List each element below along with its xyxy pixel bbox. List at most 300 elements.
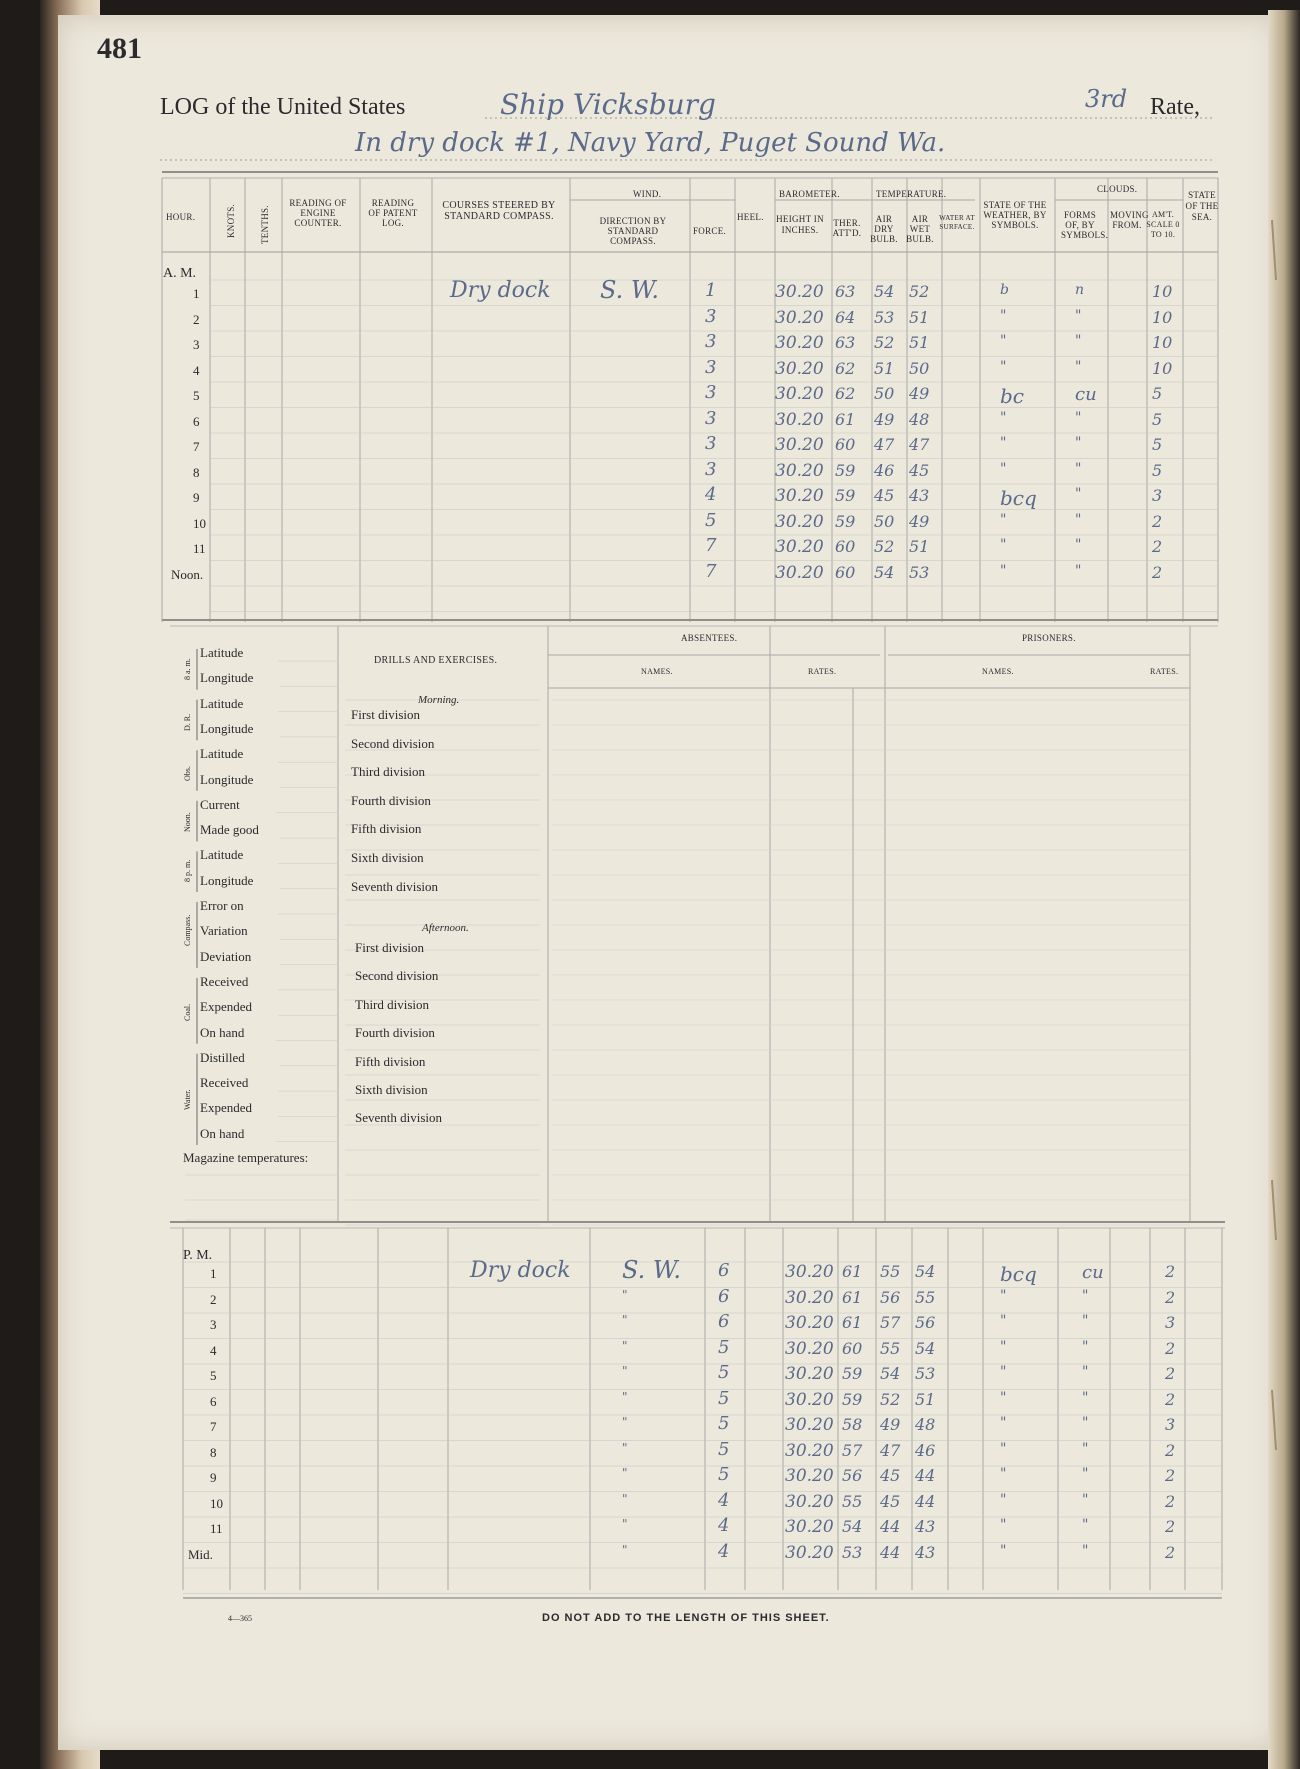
absentees-names-header: NAMES. [641,667,673,676]
drill-division-afternoon: First division [355,940,424,955]
nav-label: On hand [200,1125,245,1141]
barometer-height: 30.20 [775,511,824,532]
ship-name: Ship Vicksburg [500,88,716,121]
air-wet-bulb: 53 [915,1364,936,1383]
barometer-ther-attd: 61 [842,1287,863,1307]
weather-symbols: " [1000,333,1007,349]
drill-division-afternoon: Second division [355,968,439,984]
rule-line [1272,220,1276,280]
col-air-wet: AIR WET BULB. [906,214,934,244]
weather-symbols: " [1000,1389,1007,1406]
group-label: 8 p. m. [183,860,192,883]
wind-force: 3 [705,305,717,327]
weather-symbols: " [1000,1517,1007,1533]
cloud-forms: " [1082,1542,1089,1559]
air-dry-bulb: 45 [874,486,895,505]
air-dry-bulb: 50 [874,384,895,403]
col-clouds: CLOUDS. [1097,184,1138,194]
cloud-amount: 5 [1152,384,1163,403]
barometer-height: 30.20 [775,307,824,328]
weather-symbols: bc [1000,384,1025,408]
wind-force: 6 [718,1285,730,1307]
cloud-amount: 5 [1152,435,1163,454]
cloud-amount: 2 [1165,1338,1176,1358]
cloud-amount: 2 [1152,562,1163,582]
row-hour: Noon. [171,566,204,582]
weather-symbols: " [1000,562,1007,579]
barometer-ther-attd: 64 [835,307,856,327]
cloud-amount: 2 [1152,511,1163,531]
row-hour: 2 [193,311,200,327]
col-knots: KNOTS. [226,203,236,238]
wind-force: 3 [705,407,717,429]
nav-label: Longitude [200,720,254,736]
cloud-forms: " [1075,409,1082,426]
barometer-ther-attd: 59 [842,1364,863,1383]
course-steered: Dry dock [470,1258,571,1283]
weather-symbols: " [1000,409,1007,426]
col-courses: COURSES STEERED BY STANDARD COMPASS. [442,200,556,222]
air-dry-bulb: 49 [880,1415,901,1434]
row-hour: 1 [210,1266,217,1281]
barometer-height: 30.20 [785,1287,834,1308]
wind-direction: " [622,1313,628,1327]
cloud-forms: " [1082,1389,1089,1406]
drill-division-afternoon: Sixth division [355,1082,428,1097]
group-label: D. R. [183,713,192,731]
air-dry-bulb: 47 [874,435,895,454]
cloud-forms: n [1075,282,1085,298]
wind-direction: S. W. [622,1256,681,1284]
drill-division-afternoon: Fifth division [355,1053,426,1069]
wind-force: 5 [718,1413,730,1434]
air-wet-bulb: 51 [915,1389,936,1409]
barometer-height: 30.20 [785,1364,834,1384]
row-hour: 4 [210,1342,217,1358]
air-dry-bulb: 55 [880,1338,901,1358]
barometer-ther-attd: 60 [835,562,856,582]
row-hour: 2 [210,1291,217,1307]
air-dry-bulb: 49 [874,409,895,429]
wind-force: 1 [705,280,717,301]
cloud-amount: 10 [1152,282,1173,301]
barometer-height: 30.20 [775,486,824,506]
barometer-height: 30.20 [775,562,824,583]
wind-force: 3 [705,458,717,480]
nav-label: Longitude [200,771,254,787]
cloud-amount: 2 [1165,1542,1176,1562]
prisoners-title: PRISONERS. [1022,633,1076,643]
barometer-ther-attd: 63 [835,333,856,352]
col-wind-force: FORCE. [693,226,727,236]
barometer-ther-attd: 61 [842,1262,863,1281]
barometer-ther-attd: 60 [835,537,856,556]
wind-force: 3 [705,382,717,403]
wind-direction: " [622,1517,628,1531]
col-engine: READING OF ENGINE COUNTER. [289,198,347,228]
weather-symbols: " [1000,1338,1007,1355]
cloud-forms: cu [1075,384,1097,405]
am-label: A. M. [163,266,197,281]
col-patent: READING OF PATENT LOG. [368,198,418,228]
row-hour: 11 [210,1521,223,1536]
cloud-amount: 2 [1165,1491,1176,1511]
row-hour: 10 [210,1495,223,1511]
wind-force: 4 [718,1540,730,1562]
col-hour: HOUR. [166,212,196,222]
cloud-forms: cu [1082,1262,1104,1283]
air-dry-bulb: 52 [880,1389,901,1409]
wind-direction: S. W. [600,276,659,304]
weather-symbols: " [1000,358,1007,375]
wind-direction: " [622,1542,628,1557]
group-label: Coal. [183,1004,192,1022]
col-baro-height: HEIGHT IN INCHES. [776,214,824,235]
nav-label: Error on [200,898,244,913]
row-hour: 9 [193,490,200,505]
air-wet-bulb: 50 [909,358,930,378]
weather-symbols: " [1000,1364,1007,1380]
air-dry-bulb: 50 [874,511,895,531]
air-dry-bulb: 54 [874,562,895,582]
col-cloud-forms: FORMS OF, BY SYMBOLS. [1061,210,1109,240]
row-hour: 11 [193,541,206,556]
wind-force: 3 [705,356,717,378]
nav-label: Latitude [200,746,244,762]
wind-direction: " [622,1466,628,1480]
air-wet-bulb: 49 [909,511,930,531]
wind-direction: " [622,1415,628,1429]
air-dry-bulb: 57 [880,1313,901,1332]
air-wet-bulb: 54 [915,1338,936,1358]
wind-force: 3 [705,433,717,454]
rate-label: Rate, [1150,94,1200,120]
air-wet-bulb: 47 [909,435,930,454]
drill-division-morning: Sixth division [351,850,424,865]
row-hour: 8 [193,464,200,480]
air-wet-bulb: 46 [915,1440,936,1460]
cloud-amount: 2 [1152,537,1163,556]
row-hour: 9 [210,1470,217,1485]
cloud-forms: " [1082,1338,1089,1355]
cloud-forms: " [1082,1440,1089,1457]
barometer-ther-attd: 58 [842,1415,863,1434]
air-wet-bulb: 48 [909,409,930,429]
wind-force: 5 [705,509,717,531]
cloud-forms: " [1082,1466,1089,1482]
cloud-amount: 10 [1152,358,1173,378]
weather-symbols: " [1000,1287,1007,1304]
weather-symbols: " [1000,1542,1007,1559]
barometer-height: 30.20 [785,1466,834,1486]
nav-label: Longitude [200,872,254,888]
page-number: 481 [97,32,142,65]
air-dry-bulb: 51 [874,358,895,378]
weather-symbols: bcq [1000,1262,1037,1286]
row-hour: 3 [193,337,200,352]
wind-force: 6 [718,1311,730,1332]
cloud-amount: 3 [1165,1415,1176,1434]
barometer-ther-attd: 59 [835,460,856,480]
barometer-height: 30.20 [785,1517,834,1537]
wind-force: 3 [705,331,717,352]
cloud-amount: 10 [1152,333,1173,352]
col-tenths: TENTHS. [260,205,270,244]
col-water: WATER AT SURFACE. [939,214,975,231]
weather-symbols: " [1000,1415,1007,1431]
barometer-ther-attd: 60 [835,435,856,454]
cloud-amount: 5 [1152,409,1163,429]
weather-symbols: " [1000,511,1007,528]
air-wet-bulb: 43 [915,1542,936,1562]
air-dry-bulb: 46 [874,460,895,480]
barometer-ther-attd: 57 [842,1440,863,1460]
col-barometer: BAROMETER. [779,189,840,199]
nav-label: Variation [200,923,248,939]
absentees-title: ABSENTEES. [681,633,738,643]
rule-line [1272,1390,1276,1450]
barometer-ther-attd: 53 [842,1542,863,1562]
air-wet-bulb: 53 [909,562,930,582]
weather-symbols: " [1000,1491,1007,1508]
barometer-ther-attd: 62 [835,384,856,403]
cloud-forms: " [1075,486,1082,502]
air-dry-bulb: 45 [880,1491,901,1511]
cloud-amount: 2 [1165,1440,1176,1460]
col-weather: STATE OF THE WEATHER, BY SYMBOLS. [983,200,1047,230]
col-cloud-moving: MOVING FROM. [1110,210,1149,230]
cloud-amount: 3 [1152,486,1163,505]
weather-symbols: " [1000,460,1007,477]
group-label: Water. [183,1089,192,1110]
form-number: 4—365 [228,1614,252,1623]
drill-division-morning: Third division [351,764,426,780]
rule-line [1272,1180,1276,1240]
weather-symbols: " [1000,1466,1007,1482]
cloud-forms: " [1075,307,1082,324]
drills-afternoon: Afternoon. [422,922,469,934]
nav-label: Distilled [200,1049,245,1065]
cloud-amount: 2 [1165,1364,1176,1383]
cloud-forms: " [1075,333,1082,349]
barometer-ther-attd: 59 [842,1389,863,1409]
barometer-height: 30.20 [775,282,824,302]
row-hour: 6 [210,1393,217,1409]
nav-label: Longitude [200,670,254,686]
group-label: Obs. [183,766,192,782]
col-cloud-amount: AM'T. SCALE 0 TO 10. [1146,210,1180,239]
cloud-forms: " [1075,511,1082,528]
air-dry-bulb: 44 [880,1517,901,1536]
group-label: Noon. [183,812,192,832]
barometer-ther-attd: 55 [842,1491,863,1511]
drill-division-morning: First division [351,707,420,722]
col-wind-direction: DIRECTION BY STANDARD COMPASS. [599,216,667,246]
barometer-height: 30.20 [785,1313,834,1333]
wind-direction: " [622,1364,628,1378]
air-dry-bulb: 53 [874,307,895,327]
wind-force: 5 [718,1438,730,1460]
barometer-height: 30.20 [785,1262,834,1282]
air-dry-bulb: 54 [874,282,895,301]
log-title: LOG of the United States [160,94,406,120]
weather-symbols: b [1000,282,1009,298]
weather-symbols: " [1000,537,1007,553]
air-wet-bulb: 43 [909,486,930,505]
wind-force: 5 [718,1336,730,1358]
cloud-amount: 2 [1165,1262,1176,1281]
air-wet-bulb: 54 [915,1262,936,1281]
air-wet-bulb: 44 [915,1466,936,1485]
cloud-forms: " [1075,537,1082,553]
barometer-ther-attd: 59 [835,486,856,505]
cloud-forms: " [1075,562,1082,579]
wind-force: 5 [718,1464,730,1485]
wind-force: 4 [705,484,717,505]
wind-force: 4 [718,1489,730,1511]
barometer-height: 30.20 [775,409,824,430]
air-wet-bulb: 43 [915,1517,936,1536]
air-wet-bulb: 45 [909,460,930,480]
row-hour: 3 [210,1317,217,1332]
air-dry-bulb: 54 [880,1364,901,1383]
barometer-height: 30.20 [785,1491,834,1512]
row-hour: 6 [193,413,200,429]
nav-label: Current [200,796,240,812]
cloud-amount: 2 [1165,1389,1176,1409]
nav-label: Deviation [200,948,252,964]
drill-division-afternoon: Seventh division [355,1110,443,1126]
cloud-amount: 2 [1165,1287,1176,1307]
weather-symbols: " [1000,307,1007,324]
cloud-amount: 5 [1152,460,1163,480]
air-dry-bulb: 52 [874,537,895,556]
barometer-ther-attd: 61 [842,1313,863,1332]
wind-direction: " [622,1440,628,1455]
drill-division-morning: Fifth division [351,821,422,837]
row-hour: 10 [193,515,206,531]
pm-label: P. M. [183,1248,213,1263]
air-dry-bulb: 44 [880,1542,901,1562]
cloud-forms: " [1075,460,1082,477]
air-wet-bulb: 51 [909,333,930,352]
prisoners-rates-header: RATES. [1150,667,1179,676]
footer-notice: DO NOT ADD TO THE LENGTH OF THIS SHEET. [542,1612,830,1624]
nav-label: Latitude [200,695,244,711]
col-wind: WIND. [633,189,662,199]
nav-label: Latitude [200,847,244,863]
wind-force: 7 [705,535,717,556]
wind-force: 5 [718,1362,730,1383]
wind-force: 4 [718,1515,730,1536]
weather-symbols: " [1000,1440,1007,1457]
air-wet-bulb: 51 [909,537,930,556]
weather-symbols: " [1000,435,1007,451]
drills-morning: Morning. [418,694,460,706]
absentees-rates-header: RATES. [808,667,837,676]
barometer-height: 30.20 [775,333,824,353]
barometer-height: 30.20 [785,1415,834,1435]
air-wet-bulb: 55 [915,1287,936,1307]
wind-direction: " [622,1491,628,1506]
nav-label: Expended [200,1100,252,1116]
barometer-height: 30.20 [775,537,824,557]
drill-division-afternoon: Fourth division [355,1025,435,1041]
barometer-height: 30.20 [775,435,824,455]
air-wet-bulb: 48 [915,1415,936,1434]
air-wet-bulb: 56 [915,1313,936,1332]
cloud-amount: 10 [1152,307,1173,327]
row-hour: 7 [210,1419,217,1434]
course-steered: Dry dock [450,278,551,303]
barometer-ther-attd: 63 [835,282,856,301]
row-hour: 5 [193,388,200,403]
cloud-forms: " [1082,1491,1089,1508]
barometer-ther-attd: 61 [835,409,856,429]
wind-direction: " [622,1287,628,1302]
barometer-height: 30.20 [785,1542,834,1563]
air-dry-bulb: 52 [874,333,895,352]
air-wet-bulb: 44 [915,1491,936,1511]
barometer-ther-attd: 56 [842,1466,863,1485]
cloud-amount: 3 [1165,1313,1176,1332]
group-label: 8 a. m. [183,658,192,680]
air-dry-bulb: 55 [880,1262,901,1281]
cloud-amount: 2 [1165,1517,1176,1536]
barometer-height: 30.20 [775,460,824,481]
cloud-forms: " [1082,1313,1089,1329]
nav-label: Made good [200,822,259,838]
group-label: Compass. [183,914,192,946]
barometer-ther-attd: 59 [835,511,856,531]
drills-title: DRILLS AND EXERCISES. [374,655,498,666]
air-dry-bulb: 47 [880,1440,901,1460]
barometer-height: 30.20 [785,1338,834,1359]
col-baro-ther: THER. ATT'D. [832,218,862,238]
location-note: In dry dock #1, Navy Yard, Puget Sound Wa. [355,128,946,158]
wind-force: 7 [705,560,717,582]
row-hour: 1 [193,286,200,301]
nav-label: Latitude [200,645,244,660]
row-hour: 7 [193,439,200,454]
row-hour: 8 [210,1444,217,1460]
cloud-amount: 2 [1165,1466,1176,1485]
barometer-height: 30.20 [785,1440,834,1461]
row-hour: 4 [193,362,200,378]
drill-division-morning: Fourth division [351,792,431,808]
cloud-forms: " [1075,435,1082,451]
cloud-forms: " [1082,1415,1089,1431]
nav-label: Expended [200,999,252,1015]
cloud-forms: " [1082,1287,1089,1304]
wind-direction: " [622,1338,628,1353]
col-air-dry: AIR DRY BULB. [870,214,898,244]
weather-symbols: " [1000,1313,1007,1329]
barometer-ther-attd: 60 [842,1338,863,1358]
cloud-forms: " [1082,1517,1089,1533]
barometer-height: 30.20 [785,1389,834,1410]
barometer-ther-attd: 62 [835,358,856,378]
drill-division-afternoon: Third division [355,996,430,1012]
barometer-height: 30.20 [775,384,824,404]
wind-force: 5 [718,1387,730,1409]
air-dry-bulb: 56 [880,1287,901,1307]
cloud-forms: " [1075,358,1082,375]
cloud-forms: " [1082,1364,1089,1380]
row-hour: 5 [210,1368,217,1383]
drill-division-morning: Second division [351,735,435,751]
air-wet-bulb: 51 [909,307,930,327]
